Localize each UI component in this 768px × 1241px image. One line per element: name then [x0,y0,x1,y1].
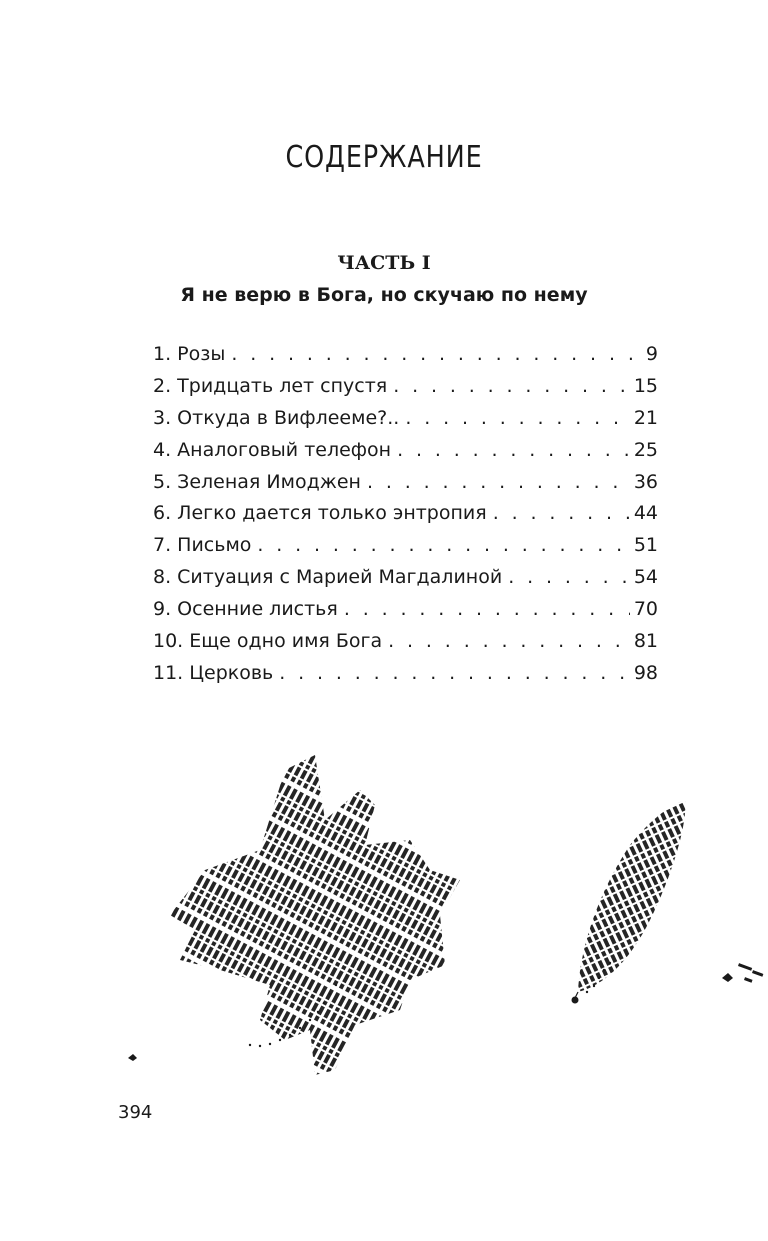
falling-leaves-illustration [110,730,768,1110]
toc-leader-dots [508,566,630,588]
part-subtitle: Я не верю в Бога, но скучаю по нему [180,284,588,306]
toc-entry-page: 36 [633,470,658,493]
toc-entry[interactable] [153,502,658,534]
toc-entry-page: 15 [633,374,658,397]
toc-entry-page: 25 [633,438,658,461]
toc-entry[interactable] [153,375,658,407]
right-edge-text-fragment [738,963,763,983]
toc-entry-page: 44 [633,502,658,525]
toc-leader-dots [344,598,630,620]
toc-entry-page: 98 [633,661,658,684]
toc-entry[interactable] [153,471,658,503]
toc-entry-title: 1. Розы [153,343,226,365]
toc-leader-dots [388,630,630,652]
toc-entry-title: 4. Аналоговый телефон [153,438,392,461]
toc-entry-title: 2. Тридцать лет спустя [153,374,388,397]
toc-entry-title: 10. Еще одно имя Бога [153,630,383,653]
toc-leader-dots [397,439,630,461]
small-leaf-icon [722,973,733,982]
table-of-contents [153,343,658,694]
toc-entry[interactable] [153,566,658,598]
toc-entry-page: 54 [633,566,658,589]
toc-entry-title: 3. Откуда в Вифлееме?.. [153,406,400,429]
toc-entry-title: 9. Осенние листья [153,598,338,621]
toc-entry-title: 7. Письмо [153,534,252,557]
toc-entry-title: 11. Церковь [153,661,274,684]
toc-entry[interactable] [153,630,658,662]
toc-entry[interactable] [153,439,658,471]
toc-entry-page: 70 [633,598,658,621]
toc-entry-page: 81 [633,630,658,653]
small-leaf-icon [128,1054,137,1061]
toc-leader-dots [279,662,630,684]
toc-entry-page: 21 [633,406,658,429]
toc-leader-dots [393,375,630,397]
toc-entry-title: 5. Зеленая Имоджен [153,470,361,493]
page-number: 394 [118,1102,153,1123]
toc-entry[interactable] [153,407,658,439]
toc-entry[interactable] [153,598,658,630]
toc-entry-page: 9 [645,343,658,365]
toc-entry[interactable] [153,534,658,566]
toc-entry-title: 8. Ситуация с Марией Магдалиной [153,566,503,589]
toc-leader-dots [367,471,630,493]
toc-leader-dots [405,407,630,429]
toc-entry-page: 51 [633,534,658,557]
page-title: СОДЕРЖАНИЕ [285,140,483,175]
toc-leader-dots [493,502,630,524]
toc-entry[interactable] [153,343,658,375]
oval-leaf-text-shape [572,800,686,1004]
toc-entry-title: 6. Легко дается только энтропия [153,502,487,525]
toc-leader-dots [257,534,629,556]
maple-leaf-text-shape [170,755,460,1075]
part-heading: ЧАСТЬ I [337,252,431,274]
toc-leader-dots [231,343,642,365]
toc-entry[interactable] [153,662,658,694]
